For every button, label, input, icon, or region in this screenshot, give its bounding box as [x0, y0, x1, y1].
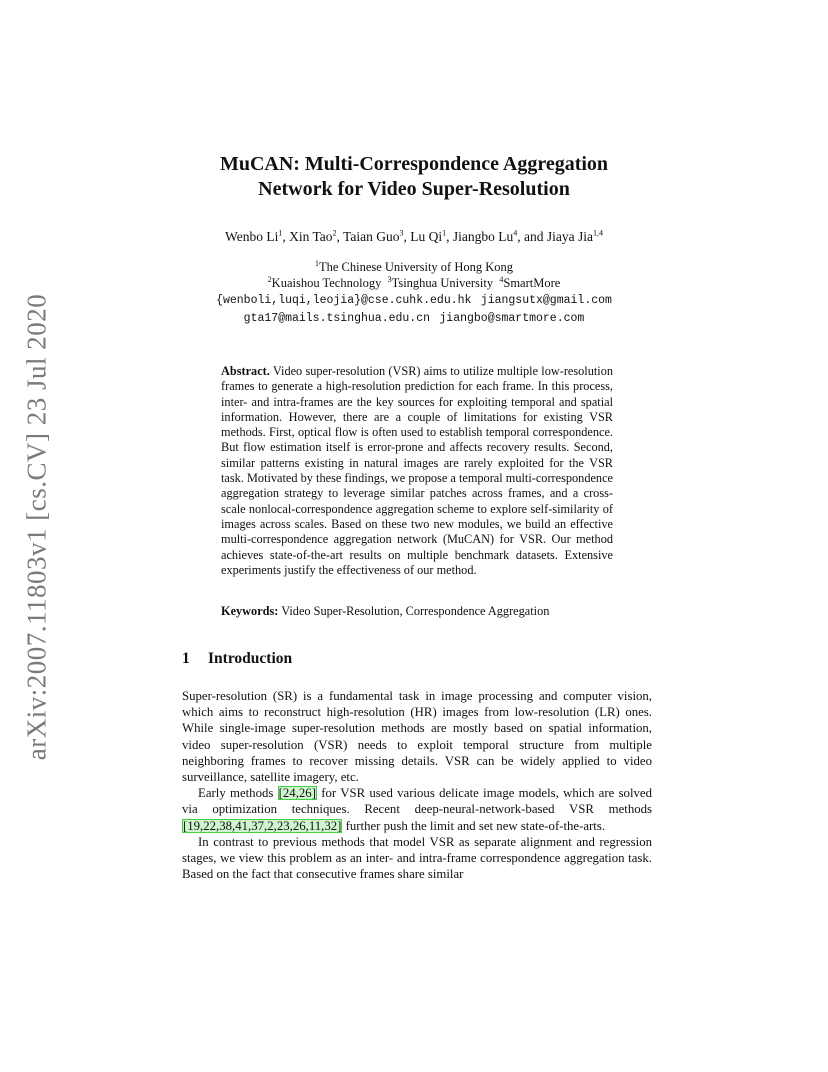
- email-address: jiangbo@smartmore.com: [439, 312, 585, 325]
- affil-sup: 3: [387, 274, 392, 284]
- section-title: Introduction: [208, 650, 293, 667]
- title-line-2: Network for Video Super-Resolution: [258, 178, 570, 200]
- affil-text: Kuaishou Technology: [271, 276, 382, 290]
- section-heading: [182, 650, 292, 668]
- email-line-1: [0, 291, 828, 309]
- affil-text: SmartMore: [503, 276, 561, 290]
- email-address: gta17@mails.tsinghua.edu.cn: [243, 312, 431, 325]
- paper-title: [0, 152, 828, 202]
- paragraph-2: [182, 785, 652, 834]
- email-address: jiangsutx@gmail.com: [480, 294, 612, 307]
- citation-link[interactable]: [24,26]: [278, 786, 316, 801]
- author-separator: ,: [336, 229, 344, 244]
- paragraph-1: Super-resolution (SR) is a fundamental task in image processing and computer vision, which aims to reconstruct high-resolution (HR) images from low-resolution (LR) ones. While single-image super-resolution methods are mostly based on spatial information, video super-resolution (VSR) needs to exploit temporal structure from multiple neighboring frames to recover missing details. VSR can be widely applied to video surveillance, satellite imagery, etc.: [182, 689, 652, 785]
- affil-text: Tsinghua University: [391, 276, 494, 290]
- author-affil-sup: 1: [278, 228, 283, 238]
- paragraph-text: further push the limit and set new state-of-the-arts.: [342, 818, 606, 833]
- keywords: [221, 604, 621, 619]
- paragraph-text: Early methods: [198, 786, 278, 801]
- author-affil-sup: 3: [399, 228, 404, 238]
- affiliations: [0, 259, 828, 327]
- author-separator: ,: [282, 229, 290, 244]
- author-name: Taian Guo: [343, 229, 400, 244]
- author-name: Jiangbo Lu: [452, 229, 514, 244]
- author-separator: ,: [446, 229, 453, 244]
- abstract-text: Video super-resolution (VSR) aims to utilize multiple low-resolution frames to generate a high-resolution prediction for each frame. In this process, inter- and intra-frames are the key sources for exploiting temporal and spatial information. However, there are a couple of limitations for existing VSR methods. First, optical flow is often used to establish temporal correspondence. But flow estimation itself is error-prone and affects recovery results. Second, similar patterns existing in natural images are rarely exploited for the VSR task. Motivated by these findings, we propose a temporal multi-correspondence aggregation strategy to leverage similar patches across frames, and a cross-scale nonlocal-correspondence aggregation scheme to explore self-similarity of images across scales. Based on these two new modules, we build an effective multi-correspondence aggregation network (MuCAN) for VSR. Our method achieves state-of-the-art results on multiple benchmark datasets. Extensive experiments justify the effectiveness of our method.: [221, 364, 613, 577]
- author-affil-sup: 2: [332, 228, 337, 238]
- author-affil-sup: 1,4: [592, 228, 603, 238]
- section-number: 1: [182, 650, 190, 667]
- author-separator: , and: [517, 229, 547, 244]
- affiliation-line-1: [0, 259, 828, 275]
- abstract: [221, 364, 613, 578]
- author-name: Xin Tao: [289, 229, 333, 244]
- affiliation-line-2: [0, 275, 828, 291]
- paragraph-3: In contrast to previous methods that model VSR as separate alignment and regression stages, we view this problem as an inter- and intra-frame correspondence aggregation task. Based on the fact that consecutive frames share similar: [182, 834, 652, 882]
- author-affil-sup: 4: [513, 228, 518, 238]
- author-separator: ,: [403, 229, 411, 244]
- citation-link[interactable]: [19,22,38,41,37,2,23,26,11,32]: [183, 818, 342, 833]
- affil-sup: 2: [267, 274, 272, 284]
- title-line-1: MuCAN: Multi-Correspondence Aggregation: [219, 153, 609, 175]
- author-name: Jiaya Jia: [546, 229, 593, 244]
- author-name: Lu Qi: [410, 229, 443, 244]
- keywords-label: Keywords:: [221, 604, 279, 618]
- affil-sup: 4: [499, 274, 504, 284]
- affil-text: The Chinese University of Hong Kong: [318, 260, 514, 274]
- keywords-text: Video Super-Resolution, Correspondence Aggregation: [281, 604, 550, 618]
- author-list: [0, 229, 828, 245]
- arxiv-side-stamp: arXiv:2007.11803v1 [cs.CV] 23 Jul 2020: [21, 293, 52, 761]
- affil-sup: 1: [314, 258, 319, 268]
- section-body: [182, 688, 652, 882]
- author-name: Wenbo Li: [225, 229, 279, 244]
- email-address: {wenboli,luqi,leojia}@cse.cuhk.edu.hk: [216, 294, 472, 307]
- paragraph-text: for VSR used various delicate image models, which are solved via optimization techniques. Recent deep-neural-network-based VSR methods: [182, 786, 652, 817]
- email-line-2: [0, 309, 828, 327]
- abstract-label: Abstract.: [221, 364, 270, 378]
- author-affil-sup: 1: [442, 228, 447, 238]
